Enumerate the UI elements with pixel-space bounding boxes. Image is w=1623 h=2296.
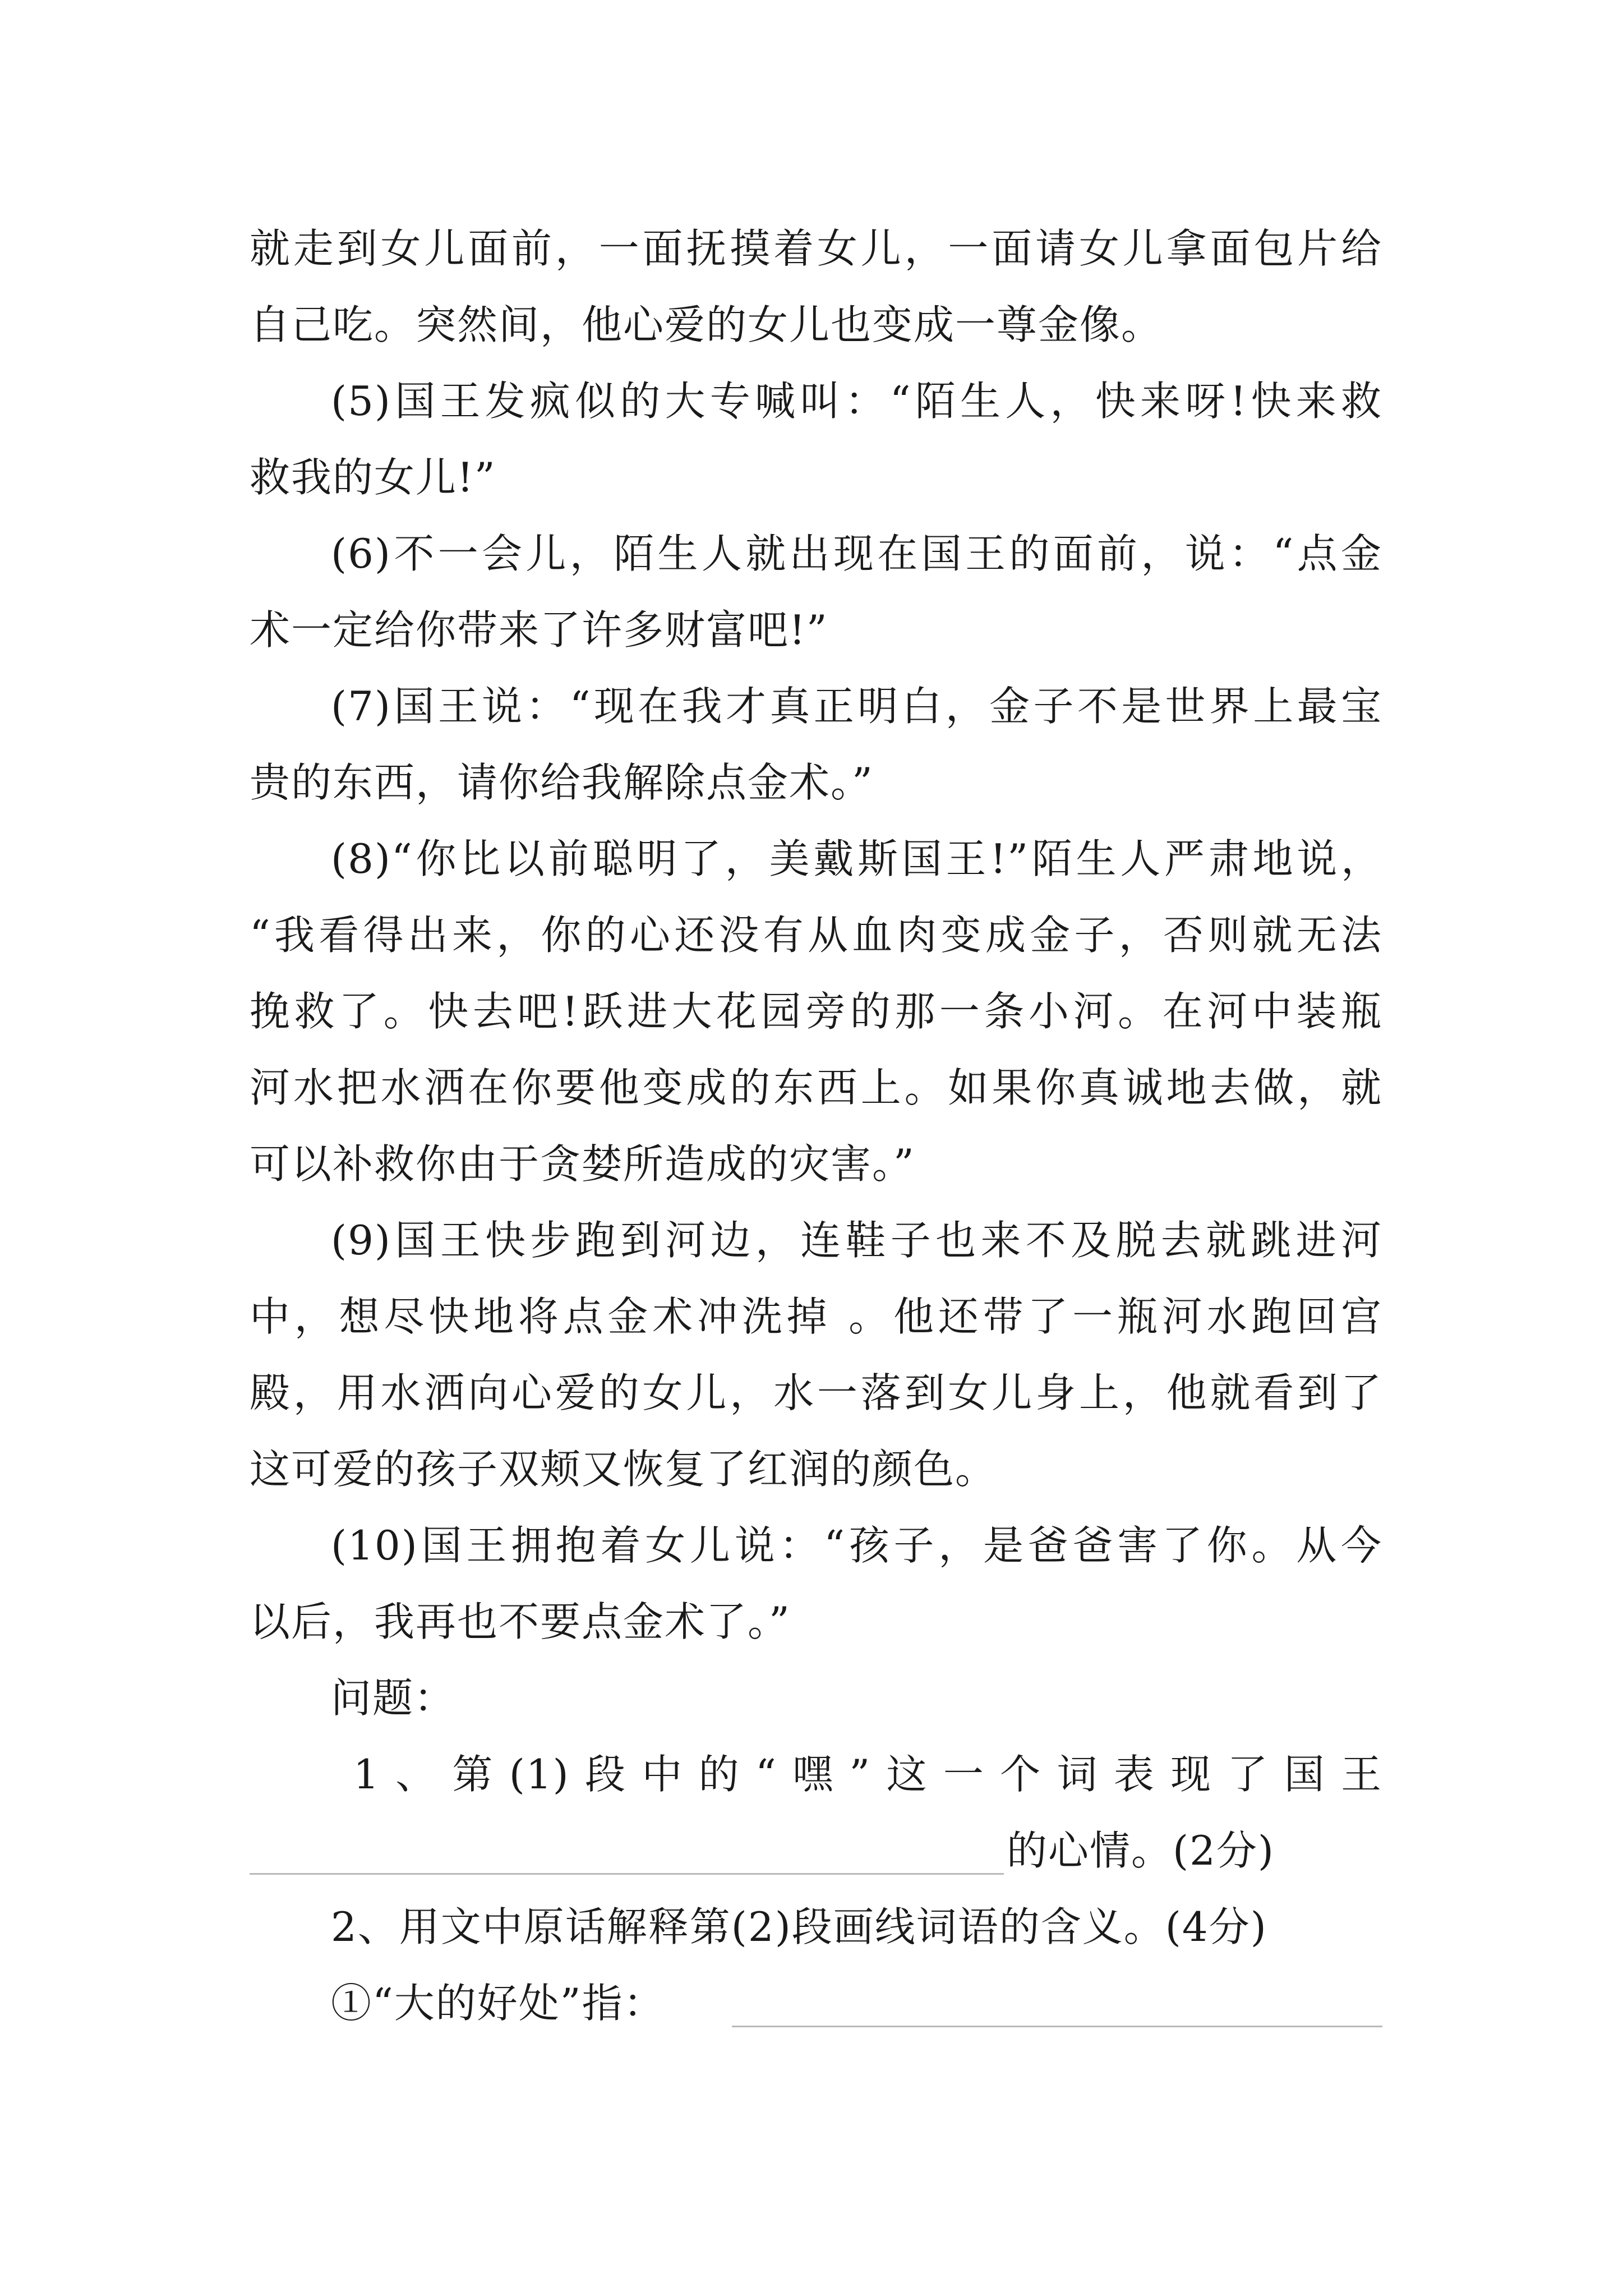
story-line: 可以补救你由于贪婪所造成的灾害。” xyxy=(250,1140,915,1188)
story-line: 挽救了。快去吧!跃进大花园旁的那一条小河。在河中装瓶 xyxy=(250,988,1382,1035)
story-line: 中，想尽快地将点金术冲洗掉 。他还带了一瓶河水跑回宫 xyxy=(250,1293,1382,1340)
questions-heading: 问题： xyxy=(331,1674,456,1722)
paragraph-10-line: (10)国王拥抱着女儿说：“孩子，是爸爸害了你。从今 xyxy=(331,1522,1382,1569)
story-line: 河水把水洒在你要他变成的东西上。如果你真诚地去做，就 xyxy=(250,1064,1382,1111)
question-2-item-1-row xyxy=(250,1976,1382,2030)
paragraph-6-line: (6)不一会儿，陌生人就出现在国王的面前，说：“点金 xyxy=(331,530,1382,577)
question-2-item-1-label: ①“大的好处”指： xyxy=(331,1980,665,2027)
story-line: 自己吃。突然间，他心爱的女儿也变成一尊金像。 xyxy=(250,301,1163,348)
story-line: 救我的女儿!” xyxy=(250,454,496,501)
answer-blank-1[interactable] xyxy=(250,1873,1004,1875)
story-line: 以后，我再也不要点金术了。” xyxy=(250,1598,791,1645)
story-line: 术一定给你带来了许多财富吧!” xyxy=(250,606,828,654)
story-line: 贵的东西，请你给我解除点金术。” xyxy=(250,759,874,806)
question-1-text: 1、第(1)段中的“嘿”这一个词表现了国王 xyxy=(353,1751,1382,1798)
story-line: 这可爱的孩子双颊又恢复了红润的颜色。 xyxy=(250,1446,997,1493)
story-line: “我看得出来，你的心还没有从血肉变成金子，否则就无法 xyxy=(250,912,1382,959)
question-2-text: 2、用文中原话解释第(2)段画线词语的含义。(4分) xyxy=(331,1903,1267,1950)
answer-blank-2[interactable] xyxy=(732,2026,1382,2027)
story-line: 殿，用水洒向心爱的女儿，水一落到女儿身上，他就看到了 xyxy=(250,1369,1382,1416)
question-1-answer-row xyxy=(250,1824,1382,1878)
paragraph-8-line: (8)“你比以前聪明了，美戴斯国王!”陌生人严肃地说， xyxy=(331,835,1382,882)
paragraph-9-line: (9)国王快步跑到河边，连鞋子也来不及脱去就跳进河 xyxy=(331,1217,1382,1264)
paragraph-7-line: (7)国王说：“现在我才真正明白，金子不是世界上最宝 xyxy=(331,683,1382,730)
question-1-tail: 的心情。(2分) xyxy=(1007,1827,1275,1874)
paragraph-5-line: (5)国王发疯似的大专喊叫：“陌生人，快来呀!快来救 xyxy=(331,378,1382,425)
story-line: 就走到女儿面前，一面抚摸着女儿，一面请女儿拿面包片给 xyxy=(250,225,1382,272)
